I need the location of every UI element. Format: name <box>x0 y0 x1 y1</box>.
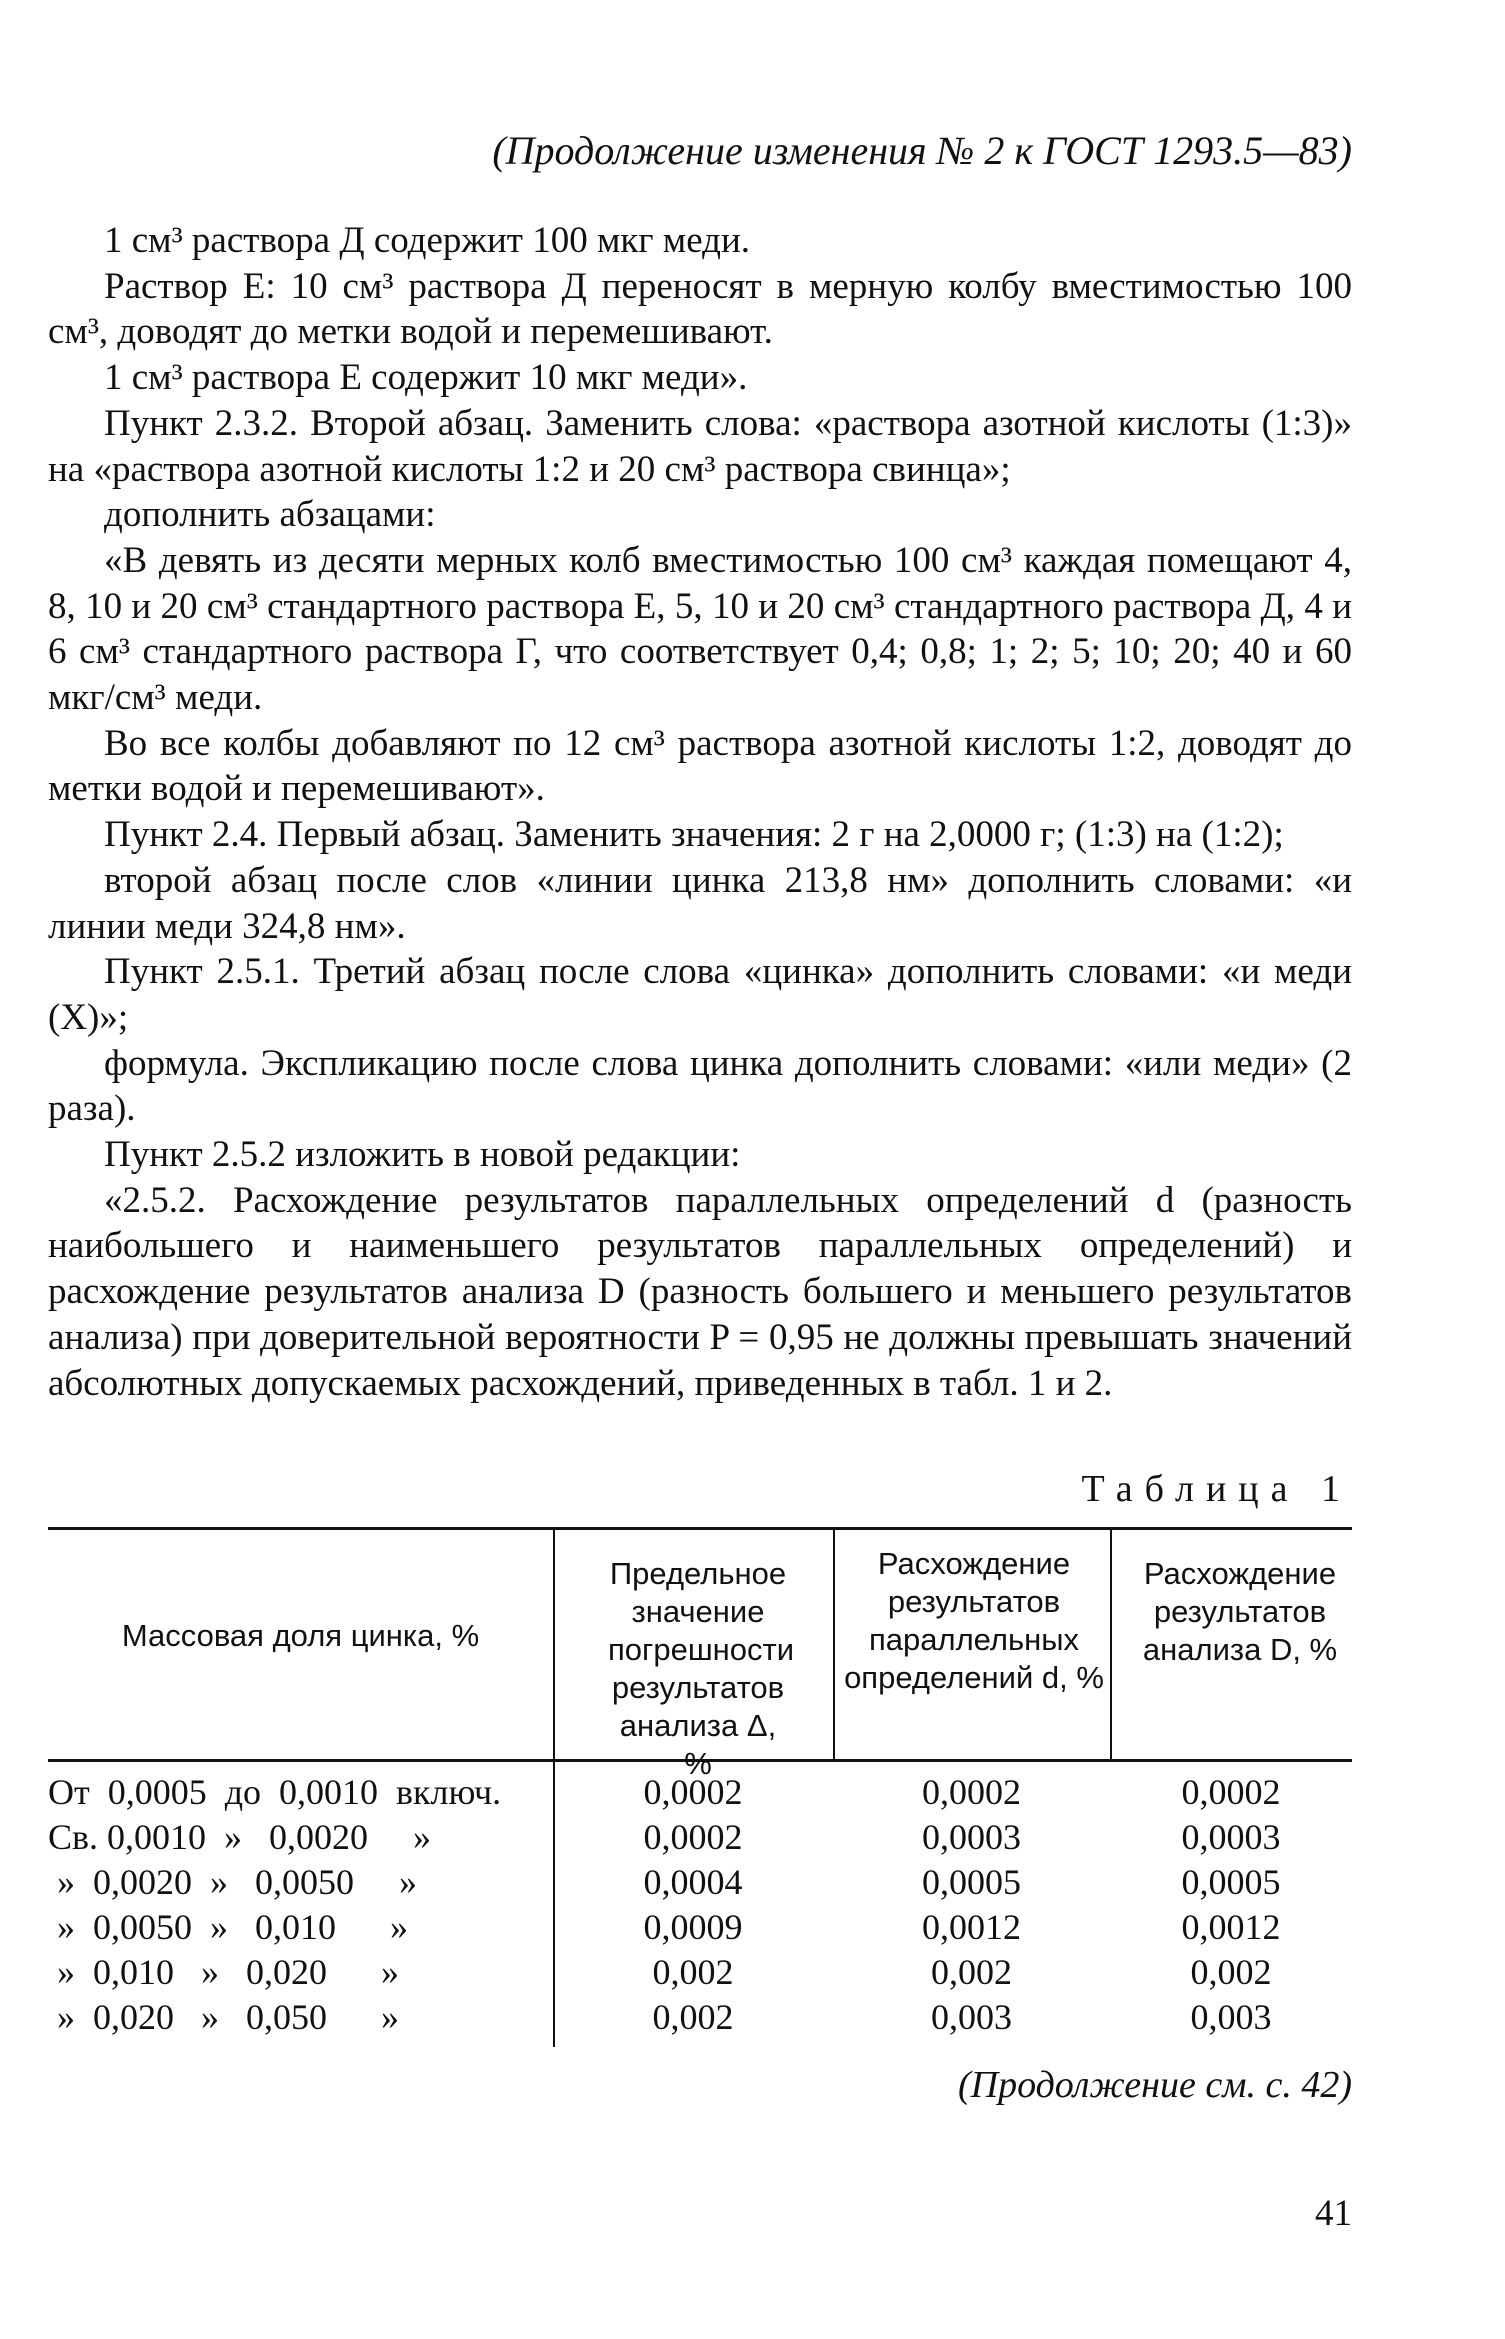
cell-range: » 0,0050 » 0,010 » <box>48 1907 408 1947</box>
paragraph: Пункт 2.5.1. Третий абзац после слова «цинка» дополнить словами: «и меди (X)»; <box>48 951 1352 1038</box>
cell-error: 0,002 <box>652 1952 734 1992</box>
cell-range: » 0,010 » 0,020 » <box>48 1952 399 1992</box>
paragraph: Раствор Е: 10 см³ раствора Д переносят в мерную колбу вместимостью 100 см³, доводят до метки водой и перемешивают. <box>48 265 1352 353</box>
cell-analysis: 0,0003 <box>1181 1817 1281 1857</box>
cell-error: 0,0002 <box>643 1817 743 1857</box>
paragraph: «2.5.2. Расхождение результатов параллельных определений d (разность наибольшего и наименьшего результатов параллельных определений) и расхождение результатов анализа D (разность большего и меньшего результатов анализа) при доверительной вероятности P = 0,95 не должны превышать значений абсолютных допускаемых расхождений, приведенных в табл. 1 и 2. <box>48 1179 1352 1404</box>
cell-parallel: 0,0005 <box>922 1862 1021 1902</box>
paragraph: Пункт 2.3.2. Второй абзац. Заменить слова: «раствора азотной кислоты (1:3)» на «раствора азотной кислоты 1:2 и 20 см³ раствора свинца»; <box>48 402 1352 490</box>
paragraph: формула. Экспликацию после слова цинка дополнить словами: «или меди» (2 раза). <box>48 1042 1352 1130</box>
table-caption: Таблица 1 <box>1081 1468 1352 1510</box>
page-number: 41 <box>1315 2193 1352 2234</box>
cell-analysis: 0,0005 <box>1181 1862 1281 1902</box>
body-text <box>48 218 1352 1406</box>
header-analysis-discrepancy: Расхождение результатов анализа D, % <box>1142 1556 1338 1667</box>
paragraph: Пункт 2.5.2 изложить в новой редакции: <box>104 1134 741 1176</box>
cell-analysis: 0,0012 <box>1181 1907 1281 1947</box>
cell-range: От 0,0005 до 0,0010 включ. <box>48 1772 502 1812</box>
cell-error: 0,0002 <box>643 1772 743 1812</box>
header-error-limit: Предельное значение погрешности результатов анализа Δ, % <box>608 1556 795 1781</box>
paragraph: дополнить абзацами: <box>104 494 436 536</box>
cell-range: Св. 0,0010 » 0,0020 » <box>48 1817 432 1857</box>
cell-range: » 0,0020 » 0,0050 » <box>48 1862 417 1902</box>
cell-parallel: 0,002 <box>931 1952 1012 1992</box>
paragraph: Пункт 2.4. Первый абзац. Заменить значения: 2 г на 2,0000 г; (1:3) на (1:2); <box>104 814 1284 856</box>
continuation-note: (Продолжение см. с. 42) <box>957 2064 1352 2106</box>
column-divider <box>1110 1527 1112 1759</box>
paragraph: Во все колбы добавляют по 12 см³ раствора азотной кислоты 1:2, доводят до метки водой и перемешивают». <box>48 722 1352 810</box>
cell-parallel: 0,0002 <box>922 1772 1021 1812</box>
cell-error: 0,0009 <box>643 1907 743 1947</box>
column-divider <box>833 1527 835 1759</box>
table-top-rule <box>48 1527 1352 1530</box>
cell-parallel: 0,0012 <box>922 1907 1021 1947</box>
header-parallel-discrepancy: Расхождение результатов параллельных определений d, % <box>844 1546 1104 1695</box>
paragraph: «В девять из десяти мерных колб вместимостью 100 см³ каждая помещают 4, 8, 10 и 20 см³ стандартного раствора Е, 5, 10 и 20 см³ стандартного раствора Д, 4 и 6 см³ стандартного раствора Г, что соответствует 0,4; 0,8; 1; 2; 5; 10; 20; 40 и 60 мкг/см³ меди. <box>48 539 1352 719</box>
paragraph: 1 см³ раствора Д содержит 100 мкг меди. <box>104 220 751 261</box>
cell-analysis: 0,003 <box>1190 1997 1272 2037</box>
cell-range: » 0,020 » 0,050 » <box>48 1997 399 2037</box>
data-table <box>48 1527 1352 2047</box>
cell-error: 0,002 <box>652 1997 734 2037</box>
cell-analysis: 0,0002 <box>1181 1772 1281 1812</box>
cell-parallel: 0,003 <box>931 1997 1012 2037</box>
running-header: (Продолжение изменения № 2 к ГОСТ 1293.5—83) <box>492 128 1352 173</box>
cell-analysis: 0,002 <box>1190 1952 1272 1992</box>
paragraph: второй абзац после слов «линии цинка 213,8 нм» дополнить словами: «и линии меди 324,8 нм». <box>48 859 1352 947</box>
cell-error: 0,0004 <box>643 1862 743 1902</box>
header-mass-fraction: Массовая доля цинка, % <box>121 1618 480 1653</box>
cell-parallel: 0,0003 <box>922 1817 1021 1857</box>
paragraph: 1 см³ раствора Е содержит 10 мкг меди». <box>104 357 748 399</box>
